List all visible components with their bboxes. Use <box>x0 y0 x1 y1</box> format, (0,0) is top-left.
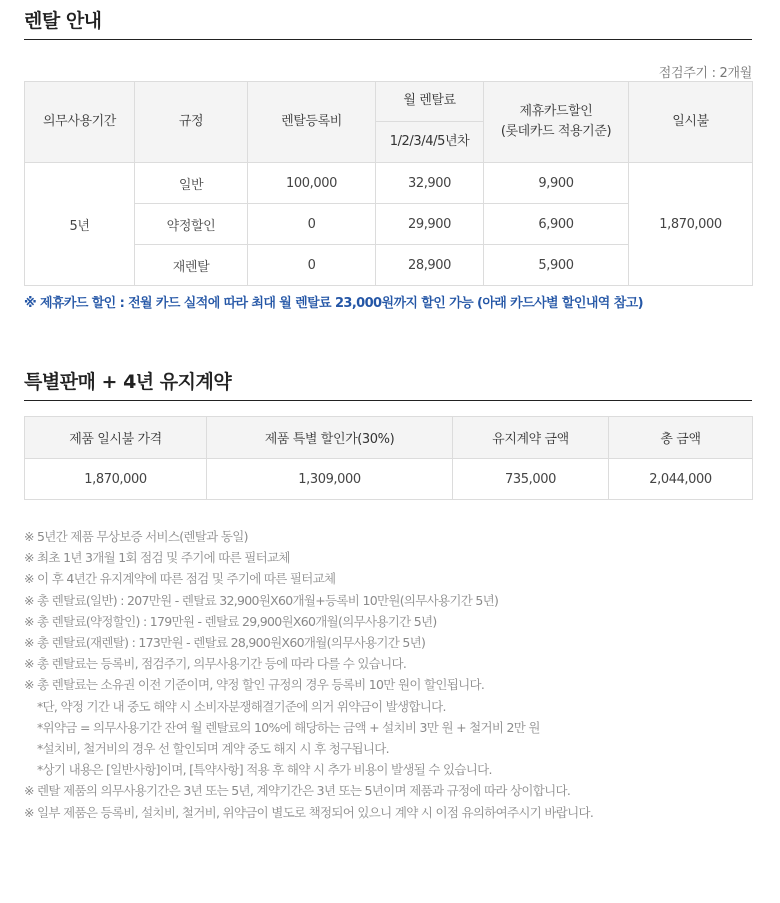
inspection-cycle-note: 점검주기 : 2개월 <box>658 66 752 81</box>
rule-cell: 일반 <box>135 163 248 204</box>
header-lump-sum: 일시불 <box>629 82 753 163</box>
monthly-fee-cell: 28,900 <box>376 245 484 286</box>
registration-fee-cell: 0 <box>248 204 376 245</box>
note-sub-item: *위약금 = 의무사용기간 잔여 월 렌탈료의 10%에 해당하는 금액 + 설치비 3만 원 + 철거비 2만 원 <box>37 719 540 735</box>
lump-sum-price-cell: 1,870,000 <box>25 459 207 500</box>
rental-table <box>24 81 753 286</box>
note-item: ※ 일부 제품은 등록비, 설치비, 철거비, 위약금이 별도로 책정되어 있으니 계약 시 이점 유의하여주시기 바랍니다. <box>24 804 594 820</box>
table-row <box>25 459 753 500</box>
card-discount-cell: 6,900 <box>484 204 629 245</box>
header-total-amount: 총 금액 <box>609 417 753 459</box>
card-discount-cell: 9,900 <box>484 163 629 204</box>
total-amount-cell: 2,044,000 <box>609 459 753 500</box>
note-item: ※ 5년간 제품 무상보증 서비스(렌탈과 동일) <box>24 529 248 544</box>
special-discount-price-cell: 1,309,000 <box>207 459 453 500</box>
period-value: 5년 <box>25 163 135 286</box>
header-card-discount-line1: 제휴카드할인 <box>519 103 593 119</box>
card-discount-note: ※ 제휴카드 할인 : 전월 카드 실적에 따라 최대 월 렌탈료 23,000원까지 할인 가능 (아래 카드사별 할인내역 참고) <box>24 296 643 311</box>
special-sale-table <box>24 416 753 500</box>
header-card-discount-line2: (롯데카드 적용기준) <box>500 124 612 139</box>
header-maintenance-amount: 유지계약 금액 <box>453 417 609 459</box>
note-item: ※ 총 렌탈료(일반) : 207만원 - 렌탈료 32,900원X60개월+등록비 10만원(의무사용기간 5년) <box>24 592 499 608</box>
header-period: 의무사용기간 <box>25 82 135 163</box>
note-sub-item: *설치비, 철거비의 경우 선 할인되며 계약 중도 해지 시 후 청구됩니다. <box>37 741 389 757</box>
note-item: ※ 총 렌탈료(약정할인) : 179만원 - 렌탈료 29,900원X60개월(의무사용기간 5년) <box>24 613 437 629</box>
rule-cell: 재렌탈 <box>135 245 248 286</box>
header-monthly-fee: 월 렌탈료 <box>376 82 484 122</box>
note-item: ※ 총 렌탈료(재렌탈) : 173만원 - 렌탈료 28,900원X60개월(의무사용기간 5년) <box>24 635 426 651</box>
header-registration-fee: 렌탈등록비 <box>248 82 376 163</box>
header-lump-sum-price: 제품 일시불 가격 <box>25 417 207 459</box>
special-title-divider <box>24 400 752 401</box>
note-item: ※ 총 렌탈료는 소유권 이전 기준이며, 약정 할인 규정의 경우 등록비 10만 원이 할인됩니다. <box>24 677 485 693</box>
registration-fee-cell: 0 <box>248 245 376 286</box>
note-item: ※ 총 렌탈료는 등록비, 점검주기, 의무사용기간 등에 따라 다를 수 있습니다. <box>24 656 407 672</box>
rental-title-divider <box>24 39 752 40</box>
registration-fee-cell: 100,000 <box>248 163 376 204</box>
maintenance-amount-cell: 735,000 <box>453 459 609 500</box>
special-section-title: 특별판매 + 4년 유지계약 <box>24 371 232 393</box>
note-sub-item: *상기 내용은 [일반사항]이며, [특약사항] 적용 후 해약 시 추가 비용이 발생될 수 있습니다. <box>37 762 492 778</box>
monthly-fee-cell: 29,900 <box>376 204 484 245</box>
note-item: ※ 이 후 4년간 유지계약에 따른 점검 및 주기에 따른 필터교체 <box>24 571 336 587</box>
table-row <box>25 163 753 204</box>
monthly-fee-cell: 32,900 <box>376 163 484 204</box>
header-special-discount-price: 제품 특별 할인가(30%) <box>207 417 453 459</box>
header-card-discount <box>484 82 629 163</box>
note-item: ※ 최초 1년 3개월 1회 점검 및 주기에 따른 필터교체 <box>24 550 290 566</box>
header-monthly-fee-years: 1/2/3/4/5년차 <box>376 122 484 163</box>
notes-list <box>24 526 764 823</box>
header-rule: 규정 <box>135 82 248 163</box>
lump-sum-value: 1,870,000 <box>629 163 753 286</box>
rule-cell: 약정할인 <box>135 204 248 245</box>
rental-section-title: 렌탈 안내 <box>24 10 102 32</box>
card-discount-cell: 5,900 <box>484 245 629 286</box>
note-item: ※ 렌탈 제품의 의무사용기간은 3년 또는 5년, 계약기간은 3년 또는 5년이며 제품과 규정에 따라 상이합니다. <box>24 783 571 799</box>
note-sub-item: *단, 약정 기간 내 중도 해약 시 소비자분쟁해결기준에 의거 위약금이 발생합니다. <box>37 698 446 714</box>
